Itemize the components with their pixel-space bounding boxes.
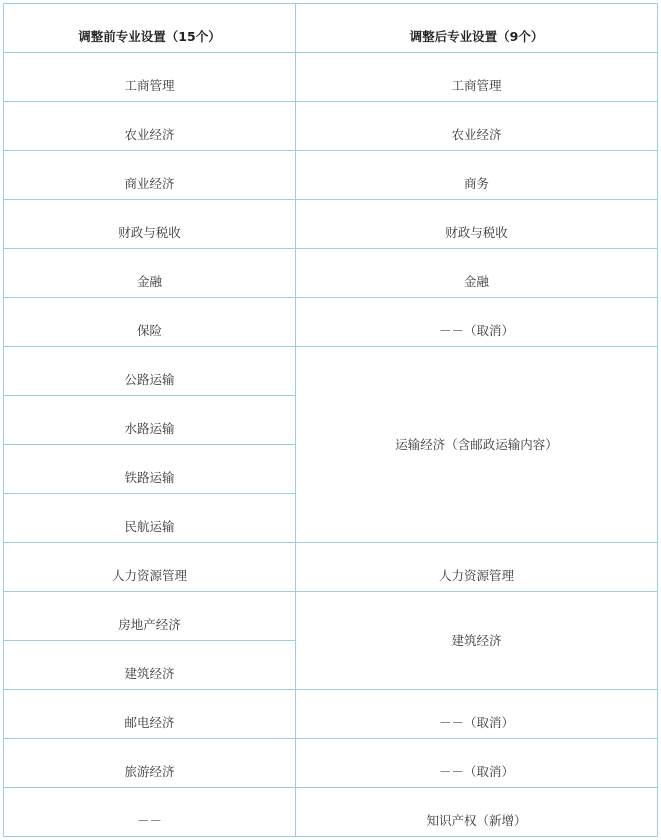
major-adjustment-table <box>3 3 658 837</box>
after-cell: 知识产权（新增） <box>296 788 658 837</box>
before-cell: 旅游经济 <box>4 739 296 788</box>
after-cell: －－（取消） <box>296 690 658 739</box>
table-row <box>4 543 658 592</box>
after-cell: 财政与税收 <box>296 200 658 249</box>
after-cell: 工商管理 <box>296 53 658 102</box>
major-adjustment-table-wrapper <box>3 3 658 837</box>
table-row <box>4 788 658 837</box>
after-cell-merged: 运输经济（含邮政运输内容） <box>296 347 658 543</box>
before-cell: 保险 <box>4 298 296 347</box>
before-cell: 人力资源管理 <box>4 543 296 592</box>
before-cell: 金融 <box>4 249 296 298</box>
table-row <box>4 102 658 151</box>
before-cell: 水路运输 <box>4 396 296 445</box>
table-row <box>4 200 658 249</box>
header-after: 调整后专业设置（9个） <box>296 4 658 53</box>
before-cell: 农业经济 <box>4 102 296 151</box>
before-cell: 邮电经济 <box>4 690 296 739</box>
table-row <box>4 53 658 102</box>
table-row <box>4 592 658 641</box>
after-cell: 商务 <box>296 151 658 200</box>
table-row <box>4 739 658 788</box>
table-row <box>4 690 658 739</box>
before-cell: 工商管理 <box>4 53 296 102</box>
before-cell: 建筑经济 <box>4 641 296 690</box>
before-cell: 民航运输 <box>4 494 296 543</box>
after-cell-merged: 建筑经济 <box>296 592 658 690</box>
before-cell: 商业经济 <box>4 151 296 200</box>
table-row <box>4 151 658 200</box>
before-cell: 财政与税收 <box>4 200 296 249</box>
table-row <box>4 298 658 347</box>
table-row <box>4 347 658 396</box>
after-cell: －－（取消） <box>296 298 658 347</box>
table-header-row <box>4 4 658 53</box>
header-before: 调整前专业设置（15个） <box>4 4 296 53</box>
after-cell: －－（取消） <box>296 739 658 788</box>
before-cell: 房地产经济 <box>4 592 296 641</box>
before-cell: －－ <box>4 788 296 837</box>
after-cell: 人力资源管理 <box>296 543 658 592</box>
after-cell: 金融 <box>296 249 658 298</box>
before-cell: 铁路运输 <box>4 445 296 494</box>
after-cell: 农业经济 <box>296 102 658 151</box>
table-row <box>4 249 658 298</box>
before-cell: 公路运输 <box>4 347 296 396</box>
